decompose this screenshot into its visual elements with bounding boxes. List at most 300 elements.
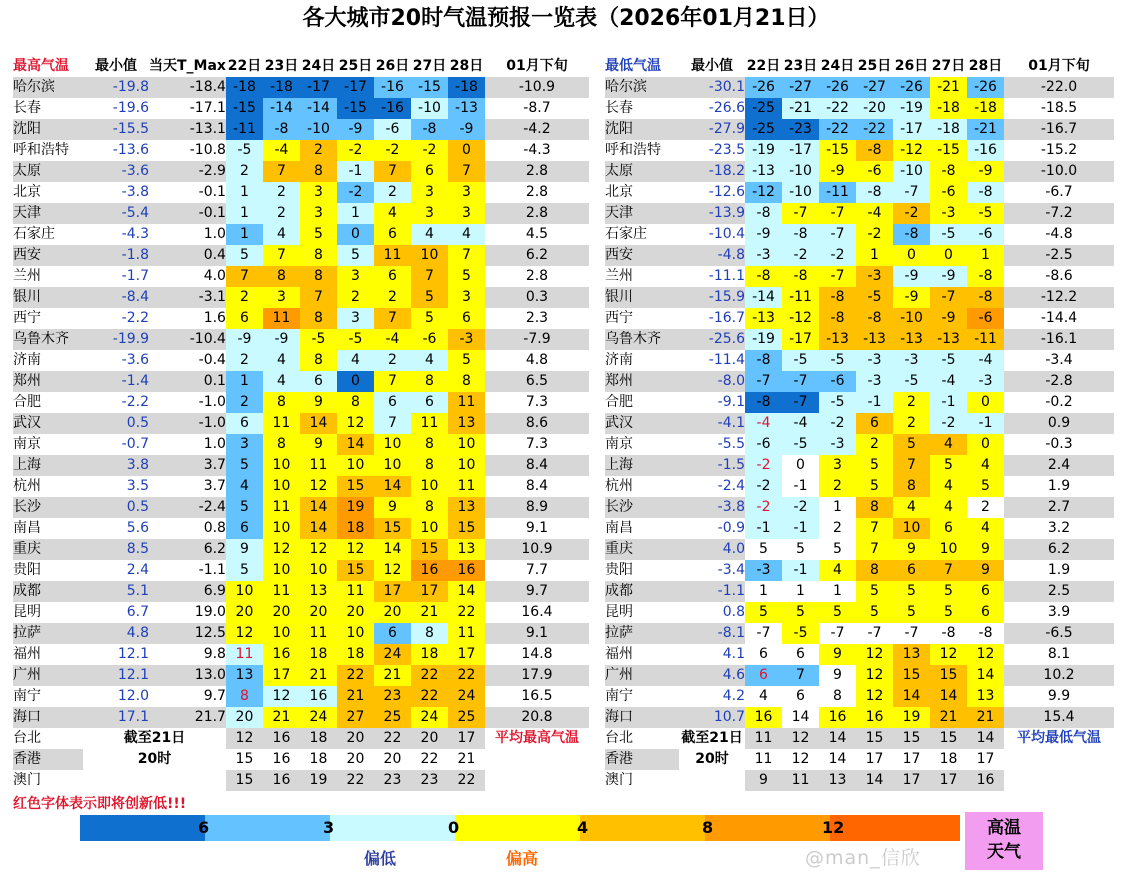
dekad-average: 3.9	[1004, 602, 1114, 623]
forecast-cell: 6	[226, 308, 263, 329]
forecast-cell: -6	[967, 224, 1004, 245]
dekad-average: 2.8	[485, 161, 589, 182]
min-value: 17.1	[83, 707, 149, 728]
forecast-cell: 4	[930, 476, 967, 497]
table-row	[605, 539, 1114, 560]
forecast-cell: 21	[263, 707, 300, 728]
avg-label	[1004, 770, 1114, 791]
forecast-cell: 2	[226, 161, 263, 182]
table-row	[13, 434, 589, 455]
note-cell: 截至21日	[123, 730, 186, 746]
city-name: 西安	[13, 245, 83, 266]
forecast-cell: 5	[967, 476, 1004, 497]
forecast-cell: -8	[745, 203, 782, 224]
forecast-cell: 15	[448, 518, 485, 539]
forecast-cell: 2	[337, 287, 374, 308]
legend-low-label: 偏低	[364, 849, 397, 868]
min-value: 6.7	[83, 602, 149, 623]
today-tmax: -10.4	[149, 329, 226, 350]
table-row	[13, 266, 589, 287]
color-scale	[80, 815, 960, 841]
forecast-cell: 12	[337, 539, 374, 560]
forecast-cell: 18	[337, 644, 374, 665]
forecast-cell: 0	[967, 434, 1004, 455]
forecast-cell: 6	[411, 392, 448, 413]
forecast-cell: -17	[893, 119, 930, 140]
forecast-cell: 15	[337, 560, 374, 581]
today-tmax: -1.0	[149, 413, 226, 434]
forecast-cell: 12	[263, 686, 300, 707]
forecast-cell: 1	[337, 203, 374, 224]
table-row	[605, 455, 1114, 476]
forecast-cell: -13	[745, 308, 782, 329]
min-value: 8.5	[83, 539, 149, 560]
legend-high-label: 偏高	[506, 849, 539, 868]
forecast-cell: 6	[374, 623, 411, 644]
min-value: 0.5	[83, 413, 149, 434]
forecast-cell: 17	[448, 728, 485, 749]
min-value: 3.5	[83, 476, 149, 497]
forecast-cell: 5	[745, 539, 782, 560]
min-value: -12.6	[679, 182, 745, 203]
table-row	[605, 770, 1114, 791]
forecast-cell: -7	[782, 392, 819, 413]
forecast-cell: 11	[374, 245, 411, 266]
forecast-cell: 7	[263, 161, 300, 182]
forecast-cell: 10	[374, 455, 411, 476]
today-tmax: -1.1	[149, 560, 226, 581]
city-name: 拉萨	[605, 623, 679, 644]
forecast-cell: -13	[819, 329, 856, 350]
forecast-cell: -14	[300, 98, 337, 119]
forecast-cell: 10	[263, 518, 300, 539]
dekad-average: 3.2	[1004, 518, 1114, 539]
forecast-cell: -11	[782, 287, 819, 308]
dekad-average: -8.6	[1004, 266, 1114, 287]
table-row	[605, 602, 1114, 623]
forecast-cell: 8	[411, 455, 448, 476]
today-tmax: -13.1	[149, 119, 226, 140]
today-tmax: -2.9	[149, 161, 226, 182]
today-tmax: 0.1	[149, 371, 226, 392]
forecast-cell: -8	[782, 224, 819, 245]
forecast-cell: 11	[448, 392, 485, 413]
forecast-cell: 7	[300, 287, 337, 308]
forecast-cell: 16	[745, 707, 782, 728]
city-name: 昆明	[13, 602, 83, 623]
column-header: 24日	[820, 58, 855, 74]
forecast-cell: 7	[448, 161, 485, 182]
dekad-average: 0.9	[1004, 413, 1114, 434]
forecast-cell: -5	[930, 224, 967, 245]
forecast-cell: 2	[263, 182, 300, 203]
forecast-cell: 17	[448, 644, 485, 665]
table-row	[605, 686, 1114, 707]
dekad-average: 2.3	[485, 308, 589, 329]
city-name: 香港	[13, 749, 83, 770]
city-name: 北京	[605, 182, 679, 203]
forecast-cell: 15	[374, 518, 411, 539]
forecast-cell: 5	[745, 602, 782, 623]
forecast-cell: 6	[300, 371, 337, 392]
city-name: 兰州	[13, 266, 83, 287]
table-row	[605, 308, 1114, 329]
forecast-cell: 16	[263, 749, 300, 770]
city-name: 西安	[605, 245, 679, 266]
forecast-cell: 10	[448, 434, 485, 455]
scale-tick: 8	[702, 818, 714, 837]
city-name: 昆明	[605, 602, 679, 623]
city-name: 北京	[13, 182, 83, 203]
today-tmax: 6.2	[149, 539, 226, 560]
city-name: 天津	[605, 203, 679, 224]
forecast-cell: -7	[745, 623, 782, 644]
forecast-cell: 11	[226, 644, 263, 665]
forecast-cell: 10	[226, 581, 263, 602]
min-value: -8.0	[679, 371, 745, 392]
table-row	[13, 224, 589, 245]
today-tmax: -17.1	[149, 98, 226, 119]
forecast-cell: -5	[930, 350, 967, 371]
forecast-cell: 2	[893, 413, 930, 434]
forecast-cell: -2	[745, 476, 782, 497]
forecast-cell: 11	[745, 749, 782, 770]
forecast-cell: -6	[819, 371, 856, 392]
forecast-cell: 8	[411, 623, 448, 644]
forecast-cell: 0	[930, 245, 967, 266]
forecast-cell: 21	[374, 665, 411, 686]
city-name: 长沙	[13, 497, 83, 518]
table-row	[605, 728, 1114, 749]
forecast-cell: -4	[856, 203, 893, 224]
table-row	[13, 476, 589, 497]
forecast-cell: 2	[819, 476, 856, 497]
forecast-cell: 4	[967, 518, 1004, 539]
forecast-cell: 1	[226, 203, 263, 224]
dekad-average: -16.7	[1004, 119, 1114, 140]
forecast-cell: 8	[856, 560, 893, 581]
min-value: 12.1	[83, 665, 149, 686]
forecast-cell: 16	[967, 770, 1004, 791]
table-row	[605, 476, 1114, 497]
forecast-cell: 4	[448, 224, 485, 245]
dekad-average: -4.2	[485, 119, 589, 140]
forecast-cell: -8	[819, 308, 856, 329]
forecast-cell: -8	[745, 392, 782, 413]
forecast-cell: 13	[967, 686, 1004, 707]
table-row	[13, 560, 589, 581]
dekad-average: 16.4	[485, 602, 589, 623]
forecast-cell: -15	[819, 140, 856, 161]
forecast-cell: -26	[893, 77, 930, 98]
forecast-cell: 7	[411, 266, 448, 287]
dekad-average: -22.0	[1004, 77, 1114, 98]
table-row	[605, 350, 1114, 371]
forecast-cell: 14	[448, 581, 485, 602]
dekad-average: 10.9	[485, 539, 589, 560]
forecast-cell: -8	[819, 287, 856, 308]
forecast-cell: -3	[856, 266, 893, 287]
today-tmax: 1.0	[149, 434, 226, 455]
forecast-cell: 10	[893, 518, 930, 539]
city-name: 福州	[13, 644, 83, 665]
forecast-cell: -16	[967, 140, 1004, 161]
forecast-cell: 13	[300, 581, 337, 602]
min-value: -23.5	[679, 140, 745, 161]
forecast-cell: 8	[448, 371, 485, 392]
min-value: -5.4	[83, 203, 149, 224]
forecast-cell: 5	[448, 350, 485, 371]
city-name: 济南	[13, 350, 83, 371]
forecast-cell: -18	[448, 77, 485, 98]
city-name: 拉萨	[13, 623, 83, 644]
table-row	[605, 371, 1114, 392]
forecast-cell: 23	[411, 770, 448, 791]
forecast-cell: 7	[374, 161, 411, 182]
forecast-cell: 20	[374, 602, 411, 623]
forecast-cell: 4	[337, 350, 374, 371]
forecast-cell: 3	[300, 182, 337, 203]
forecast-cell: 10	[411, 245, 448, 266]
forecast-cell: -18	[226, 77, 263, 98]
column-header: 当天T_Max	[149, 58, 226, 74]
note-cell: 20时	[137, 751, 172, 767]
forecast-cell: -5	[967, 203, 1004, 224]
min-value: -11.4	[679, 350, 745, 371]
forecast-cell: 21	[930, 707, 967, 728]
forecast-cell: -2	[337, 182, 374, 203]
forecast-cell: 5	[893, 581, 930, 602]
table-row	[13, 728, 589, 749]
table-row	[605, 140, 1114, 161]
dekad-average: -7.9	[485, 329, 589, 350]
forecast-cell: 24	[411, 707, 448, 728]
forecast-cell: 5	[226, 455, 263, 476]
forecast-cell: -8	[411, 119, 448, 140]
forecast-cell: -11	[967, 329, 1004, 350]
forecast-cell: 6	[967, 581, 1004, 602]
forecast-cell: 5	[226, 560, 263, 581]
city-name: 长春	[605, 98, 679, 119]
min-value: 4.8	[83, 623, 149, 644]
forecast-cell: 0	[893, 245, 930, 266]
forecast-cell: 11	[782, 770, 819, 791]
watermark: @man_信欣	[805, 847, 921, 869]
forecast-cell: 13	[226, 665, 263, 686]
dekad-average: -16.1	[1004, 329, 1114, 350]
city-name: 成都	[13, 581, 83, 602]
forecast-cell: 20	[337, 728, 374, 749]
today-tmax: 21.7	[149, 707, 226, 728]
forecast-cell: 7	[263, 245, 300, 266]
forecast-cell: -13	[745, 161, 782, 182]
min-value: -26.6	[679, 98, 745, 119]
dekad-average: 9.9	[1004, 686, 1114, 707]
forecast-cell: -8	[745, 266, 782, 287]
forecast-cell: 17	[374, 581, 411, 602]
dekad-average: 6.5	[485, 371, 589, 392]
city-name: 贵阳	[13, 560, 83, 581]
table-row	[13, 287, 589, 308]
dekad-average: -3.4	[1004, 350, 1114, 371]
forecast-cell: -5	[819, 350, 856, 371]
forecast-cell: 6	[856, 413, 893, 434]
forecast-cell: 11	[448, 476, 485, 497]
forecast-cell: -27	[782, 77, 819, 98]
forecast-cell: -9	[930, 266, 967, 287]
table-row	[13, 392, 589, 413]
forecast-cell: -10	[411, 98, 448, 119]
forecast-cell: 10	[263, 560, 300, 581]
min-value: -11.1	[679, 266, 745, 287]
dekad-average: -14.4	[1004, 308, 1114, 329]
forecast-cell: 1	[226, 371, 263, 392]
forecast-cell: 15	[411, 539, 448, 560]
forecast-cell: -13	[856, 329, 893, 350]
forecast-cell: -21	[782, 98, 819, 119]
forecast-cell: -1	[782, 518, 819, 539]
forecast-cell: 16	[411, 560, 448, 581]
forecast-cell: 3	[263, 287, 300, 308]
scale-seg-dark-orange	[830, 815, 960, 841]
header-row	[605, 56, 1114, 77]
forecast-cell: 14	[930, 686, 967, 707]
forecast-cell: 5	[782, 602, 819, 623]
forecast-cell: 18	[300, 644, 337, 665]
column-header: 28日	[968, 58, 1003, 74]
min-value: -9.1	[679, 392, 745, 413]
forecast-cell: -4	[930, 371, 967, 392]
city-name: 南宁	[605, 686, 679, 707]
forecast-cell: -9	[745, 224, 782, 245]
column-header: 27日	[412, 58, 447, 74]
dekad-average: -12.2	[1004, 287, 1114, 308]
forecast-cell: 14	[782, 707, 819, 728]
min-value: 4.6	[679, 665, 745, 686]
table-row	[13, 749, 589, 770]
forecast-cell: 4	[819, 560, 856, 581]
table-row	[13, 581, 589, 602]
forecast-cell: 2	[226, 350, 263, 371]
table-row	[13, 182, 589, 203]
city-name: 台北	[605, 728, 679, 749]
forecast-cell: 12	[856, 686, 893, 707]
forecast-cell: -3	[856, 371, 893, 392]
forecast-cell: 17	[856, 749, 893, 770]
city-name: 南昌	[13, 518, 83, 539]
forecast-cell: 4	[967, 455, 1004, 476]
dekad-average: -0.3	[1004, 434, 1114, 455]
forecast-cell: -20	[856, 98, 893, 119]
forecast-cell: 5	[856, 581, 893, 602]
forecast-cell: 4	[411, 224, 448, 245]
footnote: 红色字体表示即将创新低!!!	[13, 796, 187, 812]
table-row	[13, 539, 589, 560]
forecast-cell: 7	[893, 455, 930, 476]
min-value: -19.6	[83, 98, 149, 119]
forecast-cell: 27	[337, 707, 374, 728]
forecast-cell: -13	[893, 329, 930, 350]
min-value: -27.9	[679, 119, 745, 140]
forecast-cell: 12	[374, 560, 411, 581]
forecast-cell: -11	[819, 182, 856, 203]
column-header: 27日	[931, 58, 966, 74]
dekad-average: 2.7	[1004, 497, 1114, 518]
forecast-cell: 2	[263, 203, 300, 224]
column-header: 28日	[449, 58, 484, 74]
avg-label	[485, 770, 589, 791]
dekad-average: -4.3	[485, 140, 589, 161]
column-header: 23日	[264, 58, 299, 74]
forecast-cell: -7	[745, 371, 782, 392]
forecast-cell: 3	[337, 308, 374, 329]
forecast-cell: -10	[893, 161, 930, 182]
dekad-average: 1.9	[1004, 560, 1114, 581]
forecast-cell: 8	[411, 434, 448, 455]
today-tmax: -18.4	[149, 77, 226, 98]
today-tmax: -10.8	[149, 140, 226, 161]
today-tmax: -2.4	[149, 497, 226, 518]
forecast-cell: 20	[337, 602, 374, 623]
dekad-average: 14.8	[485, 644, 589, 665]
forecast-cell: -11	[226, 119, 263, 140]
today-tmax: -1.0	[149, 392, 226, 413]
forecast-cell: -6	[374, 119, 411, 140]
forecast-cell: -2	[411, 140, 448, 161]
dekad-average: 8.6	[485, 413, 589, 434]
forecast-cell: -2	[893, 203, 930, 224]
city-name: 太原	[13, 161, 83, 182]
forecast-cell: 14	[374, 539, 411, 560]
forecast-cell: -5	[226, 140, 263, 161]
forecast-cell: -10	[782, 182, 819, 203]
forecast-cell: -16	[374, 77, 411, 98]
forecast-cell: 20	[226, 707, 263, 728]
city-name: 乌鲁木齐	[13, 329, 83, 350]
today-tmax: -0.4	[149, 350, 226, 371]
forecast-cell: -17	[300, 77, 337, 98]
min-value: 12.0	[83, 686, 149, 707]
forecast-cell: -2	[374, 140, 411, 161]
forecast-cell: -12	[782, 308, 819, 329]
forecast-cell: 10	[411, 518, 448, 539]
min-value: -19.8	[83, 77, 149, 98]
city-name: 乌鲁木齐	[605, 329, 679, 350]
forecast-cell: -3	[856, 350, 893, 371]
forecast-cell: 14	[300, 518, 337, 539]
forecast-cell: 17	[411, 581, 448, 602]
forecast-cell: 1	[226, 224, 263, 245]
table-row	[605, 119, 1114, 140]
min-value: 0.8	[679, 602, 745, 623]
hot-label-line1: 高温	[987, 818, 1021, 838]
hot-label-line2: 天气	[987, 842, 1021, 862]
table-row	[13, 644, 589, 665]
min-value: 4.0	[679, 539, 745, 560]
forecast-cell: 6	[745, 665, 782, 686]
forecast-cell: 7	[856, 518, 893, 539]
dekad-average: -6.5	[1004, 623, 1114, 644]
forecast-cell: 10	[374, 434, 411, 455]
forecast-cell: -26	[967, 77, 1004, 98]
forecast-cell: 22	[374, 728, 411, 749]
dekad-average: 7.7	[485, 560, 589, 581]
forecast-cell: 8	[300, 245, 337, 266]
forecast-cell: 20	[374, 749, 411, 770]
forecast-cell: 5	[893, 434, 930, 455]
forecast-cell: 6	[374, 266, 411, 287]
forecast-cell: 11	[300, 455, 337, 476]
